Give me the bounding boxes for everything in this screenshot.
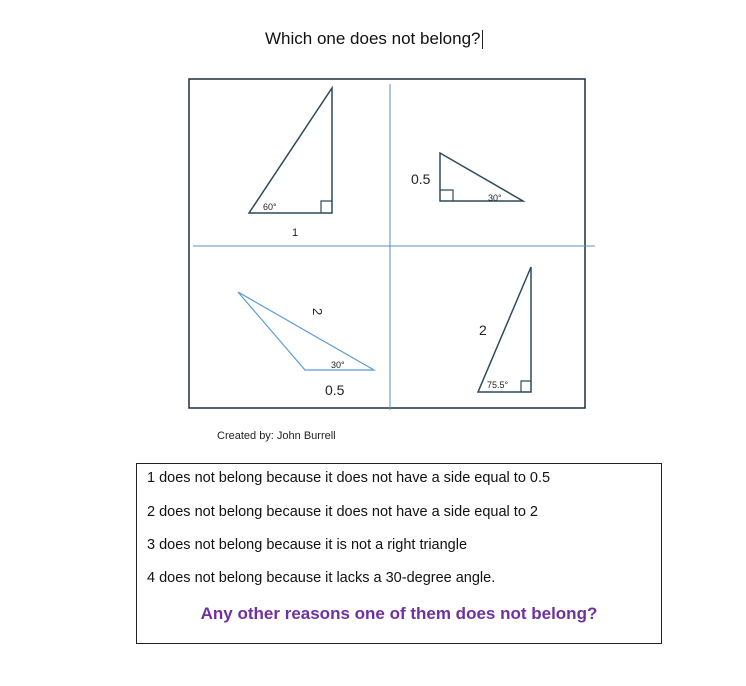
triangle-1-side-label: 1 [292,227,299,239]
triangle-4 [478,267,531,392]
triangle-3 [238,292,374,398]
reasons-box [136,463,662,644]
triangle-3-short-side-label: 0.5 [325,382,345,398]
triangle-2-side-label: 0.5 [411,171,431,187]
reason-4: 4 does not belong because it lacks a 30-degree angle. [147,570,496,586]
triangle-4-angle-label: 75.5° [487,380,509,390]
triangle-1 [249,88,332,239]
figure-frame [189,79,585,408]
triangle-4-side-label: 2 [479,322,487,338]
triangle-3-long-side-label: 2 [310,308,325,316]
title-text: Which one does not belong? [265,29,481,48]
reason-2: 2 does not belong because it does not have a side equal to 2 [147,504,538,520]
triangle-2-right-angle-mark [440,190,453,201]
triangle-1-angle-label: 60° [263,202,277,212]
triangle-3-shape [238,292,374,370]
triangle-2-angle-label: 30° [488,193,502,203]
credit-text: Created by: John Burrell [217,430,336,442]
reason-3: 3 does not belong because it is not a right triangle [147,537,468,553]
triangle-1-right-angle-mark [321,201,332,213]
triangle-1-shape [249,88,332,213]
prompt-question: Any other reasons one of them does not belong? [200,604,598,623]
reason-1: 1 does not belong because it does not have a side equal to 0.5 [147,470,551,486]
triangle-4-right-angle-mark [521,381,531,392]
triangle-3-angle-label: 30° [331,360,345,370]
triangle-2 [411,153,523,203]
